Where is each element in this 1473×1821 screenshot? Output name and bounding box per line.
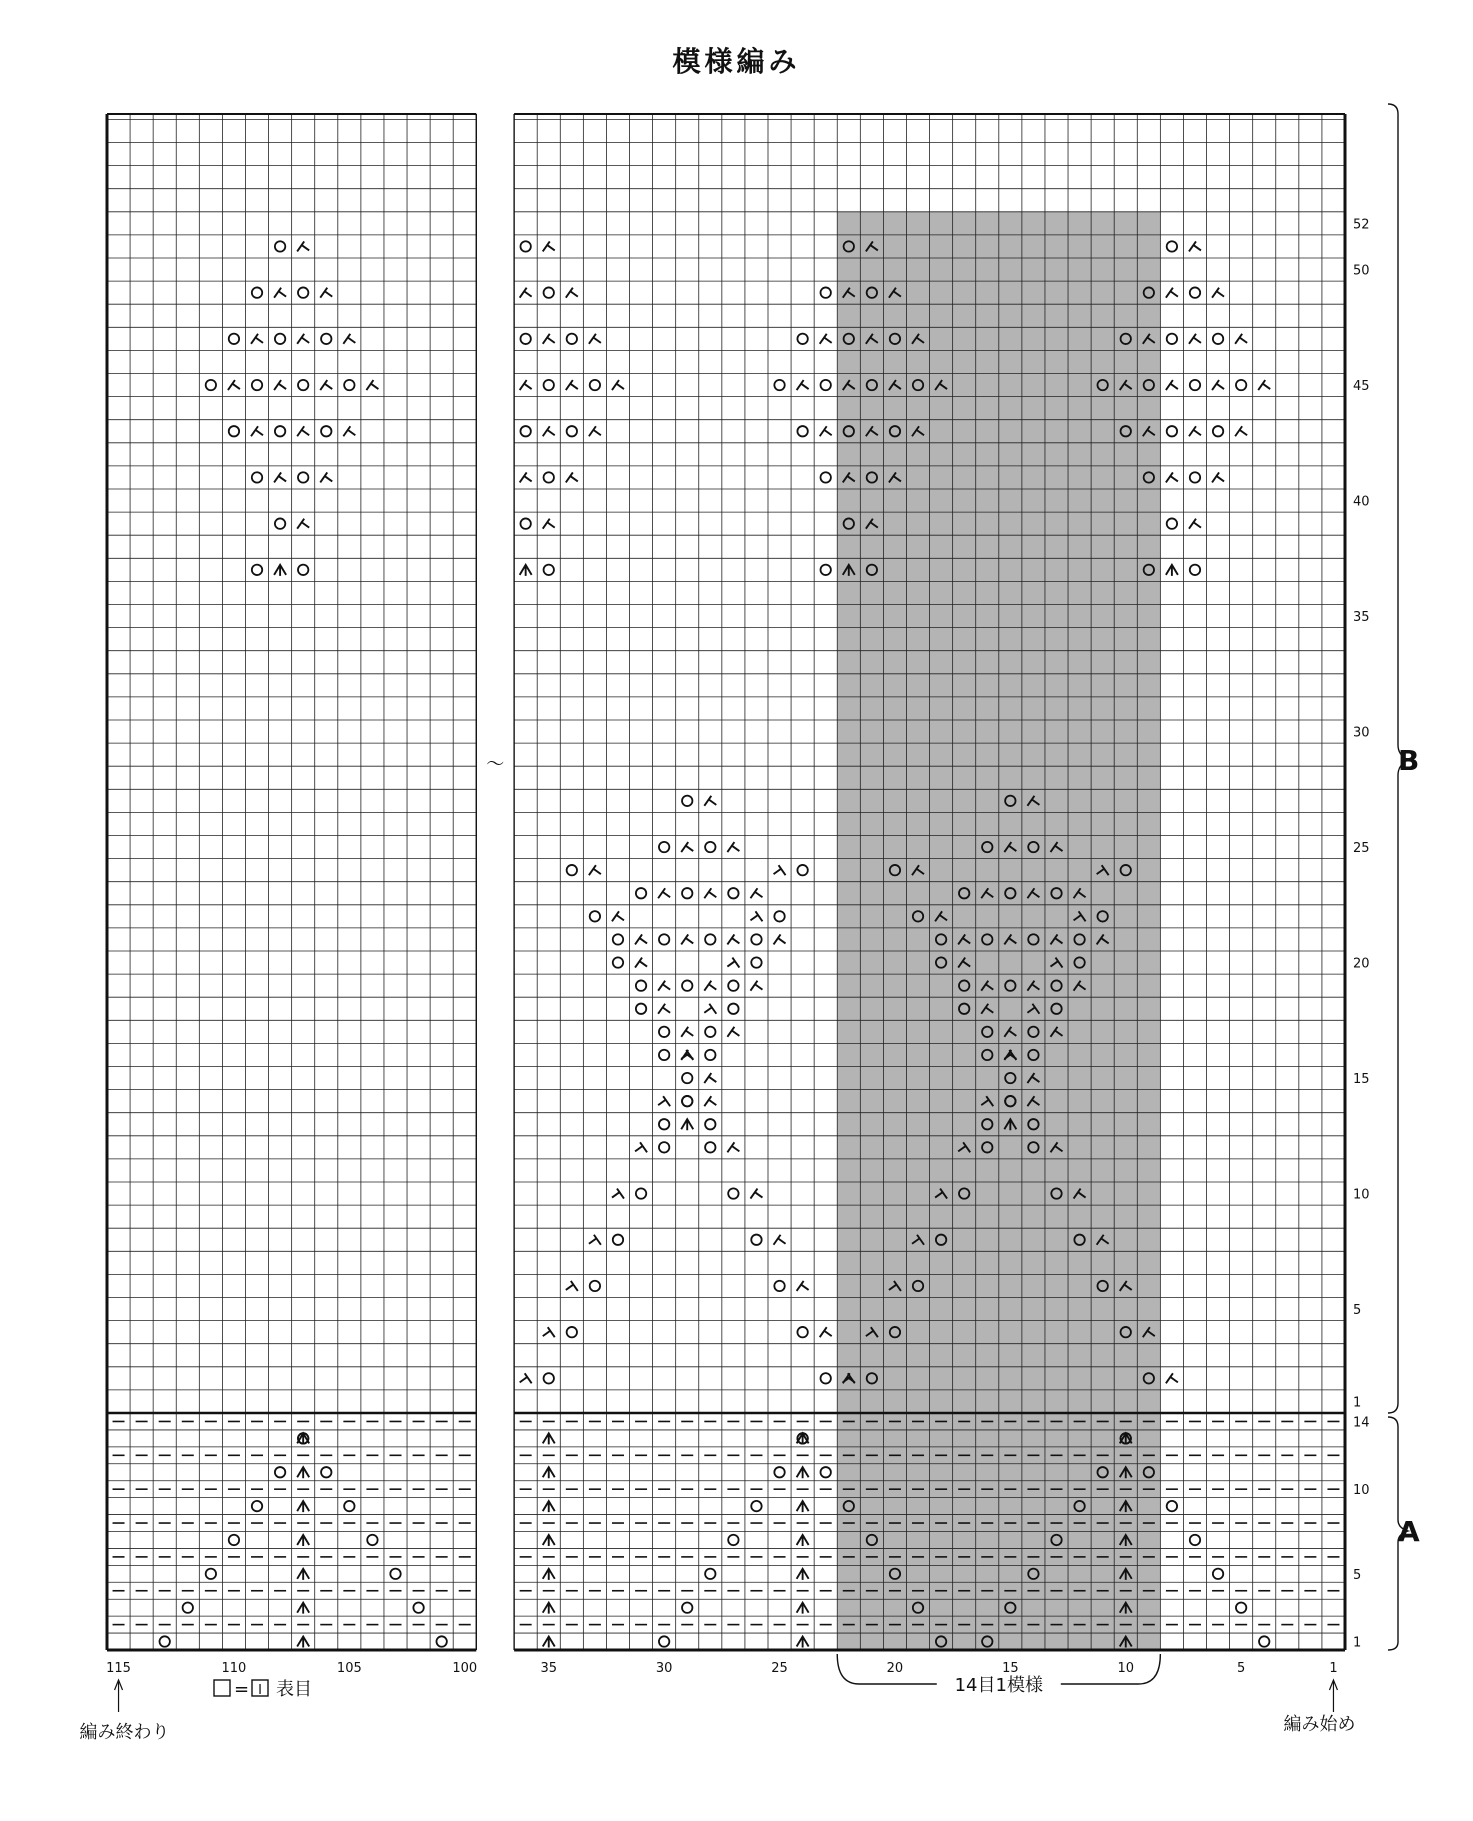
left-decrease-mark <box>727 934 739 944</box>
left-decrease-mark <box>820 1327 832 1337</box>
left-decrease-mark <box>635 934 647 944</box>
yarn-over-mark <box>1190 1535 1200 1545</box>
yarn-over-mark <box>821 287 831 297</box>
end-label: 編み終わり <box>79 1722 170 1743</box>
double-decrease-mark <box>297 1569 309 1580</box>
left-decrease-mark <box>727 1027 739 1037</box>
left-decrease-mark <box>251 426 263 436</box>
yarn-over-mark <box>797 865 807 875</box>
left-decrease-mark <box>343 334 355 344</box>
yarn-over-mark <box>321 334 331 344</box>
yarn-over-mark <box>751 1235 761 1245</box>
double-decrease-mark <box>543 1637 555 1648</box>
column-tick-label: 25 <box>771 1661 788 1676</box>
right-decrease-mark <box>543 1327 555 1337</box>
left-decrease-mark <box>320 288 332 298</box>
yarn-over-mark <box>567 334 577 344</box>
yarn-over-mark <box>298 472 308 482</box>
yarn-over-mark <box>206 1569 216 1579</box>
yarn-over-mark <box>774 911 784 921</box>
yarn-over-mark <box>321 426 331 436</box>
right-decrease-mark <box>658 1096 670 1106</box>
yarn-over-mark <box>821 472 831 482</box>
right-decrease-mark <box>635 1142 647 1152</box>
yarn-over-mark <box>160 1636 170 1646</box>
yarn-over-mark <box>298 287 308 297</box>
yarn-over-mark <box>520 241 530 251</box>
left-decrease-mark <box>774 1235 786 1245</box>
left-decrease-mark <box>1212 380 1224 390</box>
yarn-over-mark <box>636 888 646 898</box>
yarn-over-mark <box>183 1602 193 1612</box>
yarn-over-mark <box>821 380 831 390</box>
yarn-over-mark <box>298 380 308 390</box>
double-decrease-mark <box>543 1535 555 1546</box>
legend-label: 表目 <box>276 1679 312 1700</box>
yarn-over-mark <box>682 980 692 990</box>
yarn-over-mark <box>1213 426 1223 436</box>
right-decrease-mark <box>704 1004 716 1014</box>
yarn-over-mark <box>613 934 623 944</box>
yarn-over-mark <box>682 888 692 898</box>
row-tick-label: 1 <box>1353 1635 1362 1651</box>
column-tick-label: 115 <box>106 1661 131 1676</box>
left-decrease-mark <box>774 934 786 944</box>
left-decrease-mark <box>750 981 762 991</box>
row-tick-label: 5 <box>1353 1303 1362 1319</box>
left-decrease-mark <box>589 334 601 344</box>
row-tick-label: 14 <box>1353 1415 1370 1431</box>
column-tick-label: 10 <box>1117 1661 1135 1676</box>
yarn-over-mark <box>636 1004 646 1014</box>
yarn-over-mark <box>590 1281 600 1291</box>
row-tick-label: 5 <box>1353 1567 1362 1583</box>
repeat-label: 14目1模様 <box>954 1675 1043 1696</box>
left-decrease-mark <box>612 380 624 390</box>
left-decrease-mark <box>274 380 286 390</box>
yarn-over-mark <box>567 865 577 875</box>
left-decrease-mark <box>727 842 739 852</box>
left-decrease-mark <box>820 426 832 436</box>
yarn-over-mark <box>1190 287 1200 297</box>
axis-labels <box>80 104 1420 1743</box>
row-tick-label: 40 <box>1353 494 1370 510</box>
yarn-over-mark <box>797 426 807 436</box>
yarn-over-mark <box>659 1050 669 1060</box>
left-decrease-mark <box>520 288 532 298</box>
yarn-over-mark <box>728 980 738 990</box>
yarn-over-mark <box>1236 380 1246 390</box>
yarn-over-mark <box>821 1467 831 1477</box>
yarn-over-mark <box>544 1373 554 1383</box>
yarn-over-mark <box>659 1142 669 1152</box>
row-tick-label: 25 <box>1353 841 1370 857</box>
yarn-over-mark <box>728 1535 738 1545</box>
omitted-gap <box>477 112 513 1652</box>
chart-title: 模様編み <box>672 45 801 78</box>
yarn-over-mark <box>728 1188 738 1198</box>
yarn-over-mark <box>1167 334 1177 344</box>
yarn-over-mark <box>1167 241 1177 251</box>
double-decrease-mark <box>681 1119 693 1130</box>
yarn-over-mark <box>821 565 831 575</box>
yarn-over-mark <box>321 1467 331 1477</box>
yarn-over-mark <box>659 1119 669 1129</box>
double-decrease-mark <box>297 1603 309 1614</box>
double-decrease-mark <box>297 1535 309 1546</box>
yarn-over-mark <box>390 1569 400 1579</box>
yarn-over-mark <box>751 934 761 944</box>
double-decrease-mark <box>797 1569 809 1580</box>
double-decrease-mark <box>543 1433 555 1444</box>
row-tick-label: 10 <box>1353 1187 1370 1203</box>
yarn-over-mark <box>705 1142 715 1152</box>
legend-equals: = <box>234 1679 250 1700</box>
left-decrease-mark <box>566 380 578 390</box>
yarn-over-mark <box>1236 1602 1246 1612</box>
right-decrease-mark <box>520 1373 532 1383</box>
right-decrease-mark <box>681 1050 693 1060</box>
left-decrease-mark <box>1189 519 1201 529</box>
yarn-over-mark <box>774 380 784 390</box>
yarn-over-mark <box>544 472 554 482</box>
left-decrease-mark <box>681 842 693 852</box>
yarn-over-mark <box>1213 334 1223 344</box>
right-decrease-mark <box>612 1189 624 1199</box>
left-decrease-mark <box>1166 288 1178 298</box>
row-tick-label: 20 <box>1353 956 1370 972</box>
column-tick-label: 1 <box>1329 1661 1338 1676</box>
yarn-over-mark <box>229 334 239 344</box>
left-decrease-mark <box>366 380 378 390</box>
yarn-over-mark <box>367 1535 377 1545</box>
yarn-over-mark <box>590 911 600 921</box>
left-decrease-mark <box>658 888 670 898</box>
left-decrease-mark <box>297 241 309 251</box>
left-decrease-mark <box>658 1004 670 1014</box>
yarn-over-mark <box>275 426 285 436</box>
yarn-over-mark <box>1190 472 1200 482</box>
yarn-over-mark <box>659 842 669 852</box>
double-decrease-mark <box>274 565 286 576</box>
section-a-label: A <box>1398 1515 1420 1548</box>
double-decrease-mark <box>797 1637 809 1648</box>
left-decrease-mark <box>820 334 832 344</box>
double-decrease-mark <box>297 1637 309 1648</box>
yarn-over-mark <box>1213 1569 1223 1579</box>
yarn-over-mark <box>590 380 600 390</box>
left-decrease-mark <box>658 981 670 991</box>
left-decrease-mark <box>1189 241 1201 251</box>
yarn-over-mark <box>797 1327 807 1337</box>
yarn-over-mark <box>636 980 646 990</box>
left-decrease-mark <box>274 288 286 298</box>
yarn-over-mark <box>544 287 554 297</box>
column-tick-label: 35 <box>540 1661 558 1676</box>
right-decrease-mark <box>774 865 786 875</box>
double-decrease-mark <box>543 1603 555 1614</box>
section-b-label: B <box>1398 744 1420 777</box>
left-decrease-mark <box>1235 426 1247 436</box>
legend <box>214 1679 312 1700</box>
column-tick-label: 30 <box>655 1661 673 1676</box>
row-tick-label: 35 <box>1353 610 1370 626</box>
left-decrease-mark <box>543 241 555 251</box>
left-decrease-mark <box>1189 334 1201 344</box>
yarn-over-mark <box>275 334 285 344</box>
yarn-over-mark <box>275 241 285 251</box>
yarn-over-mark <box>520 426 530 436</box>
left-decrease-mark <box>635 958 647 968</box>
yarn-over-mark <box>705 1119 715 1129</box>
yarn-over-mark <box>520 518 530 528</box>
double-decrease-mark <box>543 1569 555 1580</box>
yarn-over-mark <box>728 1004 738 1014</box>
left-decrease-mark <box>297 519 309 529</box>
left-decrease-mark <box>566 288 578 298</box>
left-decrease-mark <box>704 888 716 898</box>
yarn-over-mark <box>1167 426 1177 436</box>
yarn-over-mark <box>344 380 354 390</box>
yarn-over-mark <box>705 1027 715 1037</box>
left-decrease-mark <box>681 934 693 944</box>
column-tick-label: 20 <box>886 1661 904 1676</box>
left-decrease-mark <box>1166 1373 1178 1383</box>
double-decrease-mark <box>797 1467 809 1478</box>
yarn-over-mark <box>1259 1636 1269 1646</box>
left-decrease-mark <box>589 865 601 875</box>
yarn-over-mark <box>705 842 715 852</box>
left-decrease-mark <box>543 334 555 344</box>
yarn-over-mark <box>705 1050 715 1060</box>
left-decrease-mark <box>681 1027 693 1037</box>
yarn-over-mark <box>728 888 738 898</box>
double-decrease-mark <box>543 1467 555 1478</box>
yarn-over-mark <box>751 957 761 967</box>
legend-blank-square <box>214 1680 230 1696</box>
double-decrease-mark <box>797 1501 809 1512</box>
double-decrease-mark <box>797 1535 809 1546</box>
stitch-symbols <box>113 241 1473 1647</box>
row-tick-label: 1 <box>1353 1395 1362 1411</box>
yarn-over-mark <box>413 1602 423 1612</box>
left-decrease-mark <box>297 426 309 436</box>
left-decrease-mark <box>520 472 532 482</box>
left-decrease-mark <box>704 981 716 991</box>
yarn-over-mark <box>821 1373 831 1383</box>
yarn-over-mark <box>344 1501 354 1511</box>
double-decrease-mark <box>520 565 532 576</box>
start-label: 編み始め <box>1283 1714 1356 1735</box>
double-decrease-mark <box>543 1501 555 1512</box>
yarn-over-mark <box>544 380 554 390</box>
left-decrease-mark <box>1166 380 1178 390</box>
yarn-over-mark <box>567 1327 577 1337</box>
yarn-over-mark <box>613 1235 623 1245</box>
left-decrease-mark <box>727 1142 739 1152</box>
left-decrease-mark <box>543 426 555 436</box>
left-decrease-mark <box>797 380 809 390</box>
right-decrease-mark <box>589 1235 601 1245</box>
double-decrease-mark <box>297 1467 309 1478</box>
left-decrease-mark <box>589 426 601 436</box>
left-decrease-mark <box>704 1096 716 1106</box>
column-tick-label: 15 <box>1002 1661 1019 1676</box>
left-decrease-mark <box>297 334 309 344</box>
row-tick-label: 30 <box>1353 725 1370 741</box>
left-decrease-mark <box>1189 426 1201 436</box>
left-decrease-mark <box>343 426 355 436</box>
yarn-over-mark <box>252 565 262 575</box>
yarn-over-mark <box>252 287 262 297</box>
yarn-over-mark <box>751 1501 761 1511</box>
left-decrease-mark <box>320 380 332 390</box>
left-decrease-mark <box>543 519 555 529</box>
left-decrease-mark <box>251 334 263 344</box>
row-tick-label: 10 <box>1353 1483 1370 1499</box>
column-tick-label: 5 <box>1236 1661 1246 1676</box>
yarn-over-mark <box>1167 518 1177 528</box>
row-tick-label: 52 <box>1353 217 1370 233</box>
yarn-over-mark <box>252 380 262 390</box>
left-decrease-mark <box>520 380 532 390</box>
row-tick-label: 50 <box>1353 263 1370 279</box>
column-tick-label: 100 <box>452 1661 478 1676</box>
yarn-over-mark <box>1190 380 1200 390</box>
yarn-over-mark <box>1190 565 1200 575</box>
yarn-over-mark <box>659 934 669 944</box>
yarn-over-mark <box>544 565 554 575</box>
left-decrease-mark <box>1212 472 1224 482</box>
yarn-over-mark <box>682 1073 692 1083</box>
yarn-over-mark <box>774 1281 784 1291</box>
legend-knit-symbol: Ⅰ <box>258 1683 262 1698</box>
column-tick-label: 110 <box>221 1661 247 1676</box>
left-decrease-mark <box>750 1189 762 1199</box>
yarn-over-mark <box>252 1501 262 1511</box>
left-decrease-mark <box>797 1281 809 1291</box>
yarn-over-mark <box>636 1188 646 1198</box>
double-decrease-mark <box>1166 565 1178 576</box>
left-decrease-mark <box>228 380 240 390</box>
yarn-over-mark <box>797 334 807 344</box>
left-decrease-mark <box>1166 472 1178 482</box>
double-decrease-mark <box>297 1501 309 1512</box>
double-decrease-mark <box>797 1603 809 1614</box>
left-decrease-mark <box>320 472 332 482</box>
yarn-over-mark <box>705 934 715 944</box>
row-tick-label: 45 <box>1353 379 1370 395</box>
left-decrease-mark <box>274 472 286 482</box>
yarn-over-mark <box>1167 1501 1177 1511</box>
yarn-over-mark <box>682 1096 692 1106</box>
yarn-over-mark <box>682 1602 692 1612</box>
yarn-over-mark <box>567 426 577 436</box>
yarn-over-mark <box>252 472 262 482</box>
left-decrease-mark <box>1212 288 1224 298</box>
left-decrease-mark <box>704 796 716 806</box>
yarn-over-mark <box>436 1636 446 1646</box>
left-decrease-mark <box>566 472 578 482</box>
left-decrease-mark <box>1258 380 1270 390</box>
yarn-over-mark <box>206 380 216 390</box>
omitted-columns-symbol: ～ <box>486 754 505 775</box>
left-decrease-mark <box>612 911 624 921</box>
yarn-over-mark <box>229 426 239 436</box>
yarn-over-mark <box>659 1027 669 1037</box>
left-decrease-mark <box>750 888 762 898</box>
yarn-over-mark <box>659 1636 669 1646</box>
yarn-over-mark <box>520 334 530 344</box>
yarn-over-mark <box>275 1467 285 1477</box>
right-decrease-mark <box>750 911 762 921</box>
right-decrease-mark <box>566 1281 578 1291</box>
yarn-over-mark <box>275 518 285 528</box>
left-decrease-mark <box>1235 334 1247 344</box>
yarn-over-mark <box>613 957 623 967</box>
yarn-over-mark <box>774 1467 784 1477</box>
column-tick-label: 105 <box>336 1661 362 1676</box>
yarn-over-mark <box>229 1535 239 1545</box>
left-decrease-mark <box>704 1073 716 1083</box>
row-tick-label: 15 <box>1353 1072 1370 1088</box>
right-decrease-mark <box>727 958 739 968</box>
yarn-over-mark <box>682 796 692 806</box>
yarn-over-mark <box>705 1569 715 1579</box>
yarn-over-mark <box>298 565 308 575</box>
